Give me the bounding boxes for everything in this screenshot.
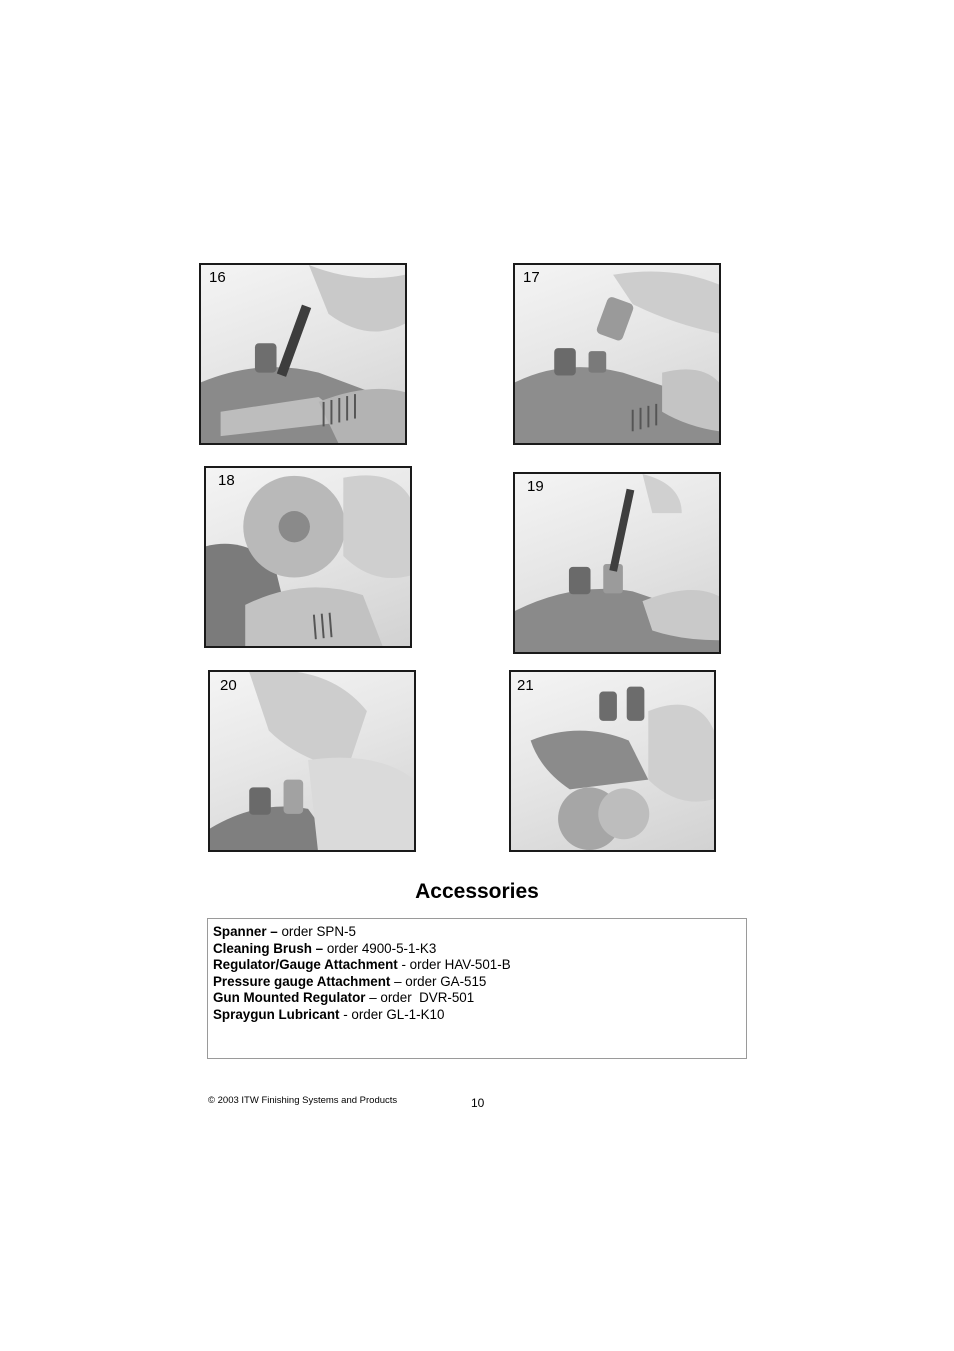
list-item [213, 957, 741, 974]
accessory-order: order SPN-5 [277, 924, 356, 939]
photo-step-21 [509, 670, 716, 852]
list-item [213, 924, 741, 941]
photo-number: 21 [517, 677, 534, 694]
accessory-order: order 4900-5-1-K3 [323, 940, 437, 956]
accessories-list [207, 918, 747, 1059]
photo-step-16 [199, 263, 407, 445]
accessory-order: - order GL-1-K10 [339, 1006, 445, 1022]
photo-number: 17 [523, 269, 540, 286]
photo-number: 19 [527, 478, 544, 495]
spray-gun-illustration [210, 672, 414, 850]
spray-gun-illustration [206, 468, 410, 646]
photo-number: 18 [218, 472, 235, 489]
accessory-order: – order GA-515 [390, 973, 487, 989]
photo-step-20 [208, 670, 416, 852]
photo-step-19 [513, 472, 721, 654]
spray-gun-illustration [515, 265, 719, 443]
accessory-order: – order DVR-501 [365, 990, 475, 1006]
list-item [213, 1007, 741, 1024]
list-item [213, 941, 741, 958]
spray-gun-illustration [515, 474, 719, 652]
accessory-name: Gun Mounted Regulator [213, 990, 366, 1006]
accessory-name: Cleaning Brush – [213, 940, 324, 956]
accessory-name: Spanner – [213, 924, 278, 939]
accessory-order: - order HAV-501-B [397, 957, 511, 973]
accessory-name: Spraygun Lubricant [213, 1006, 340, 1022]
accessory-name: Regulator/Gauge Attachment [213, 957, 398, 973]
accessory-name: Pressure gauge Attachment [213, 973, 391, 989]
photo-number: 16 [209, 269, 226, 286]
spray-gun-illustration [511, 672, 714, 850]
list-item [213, 974, 741, 991]
list-item [213, 990, 741, 1007]
photo-step-18 [204, 466, 412, 648]
copyright-notice: © 2003 ITW Finishing Systems and Products [208, 1095, 398, 1106]
photo-number: 20 [220, 677, 237, 694]
photo-step-17 [513, 263, 721, 445]
spray-gun-illustration [201, 265, 405, 443]
accessories-heading: Accessories [415, 880, 539, 903]
page-number: 10 [471, 1096, 485, 1110]
